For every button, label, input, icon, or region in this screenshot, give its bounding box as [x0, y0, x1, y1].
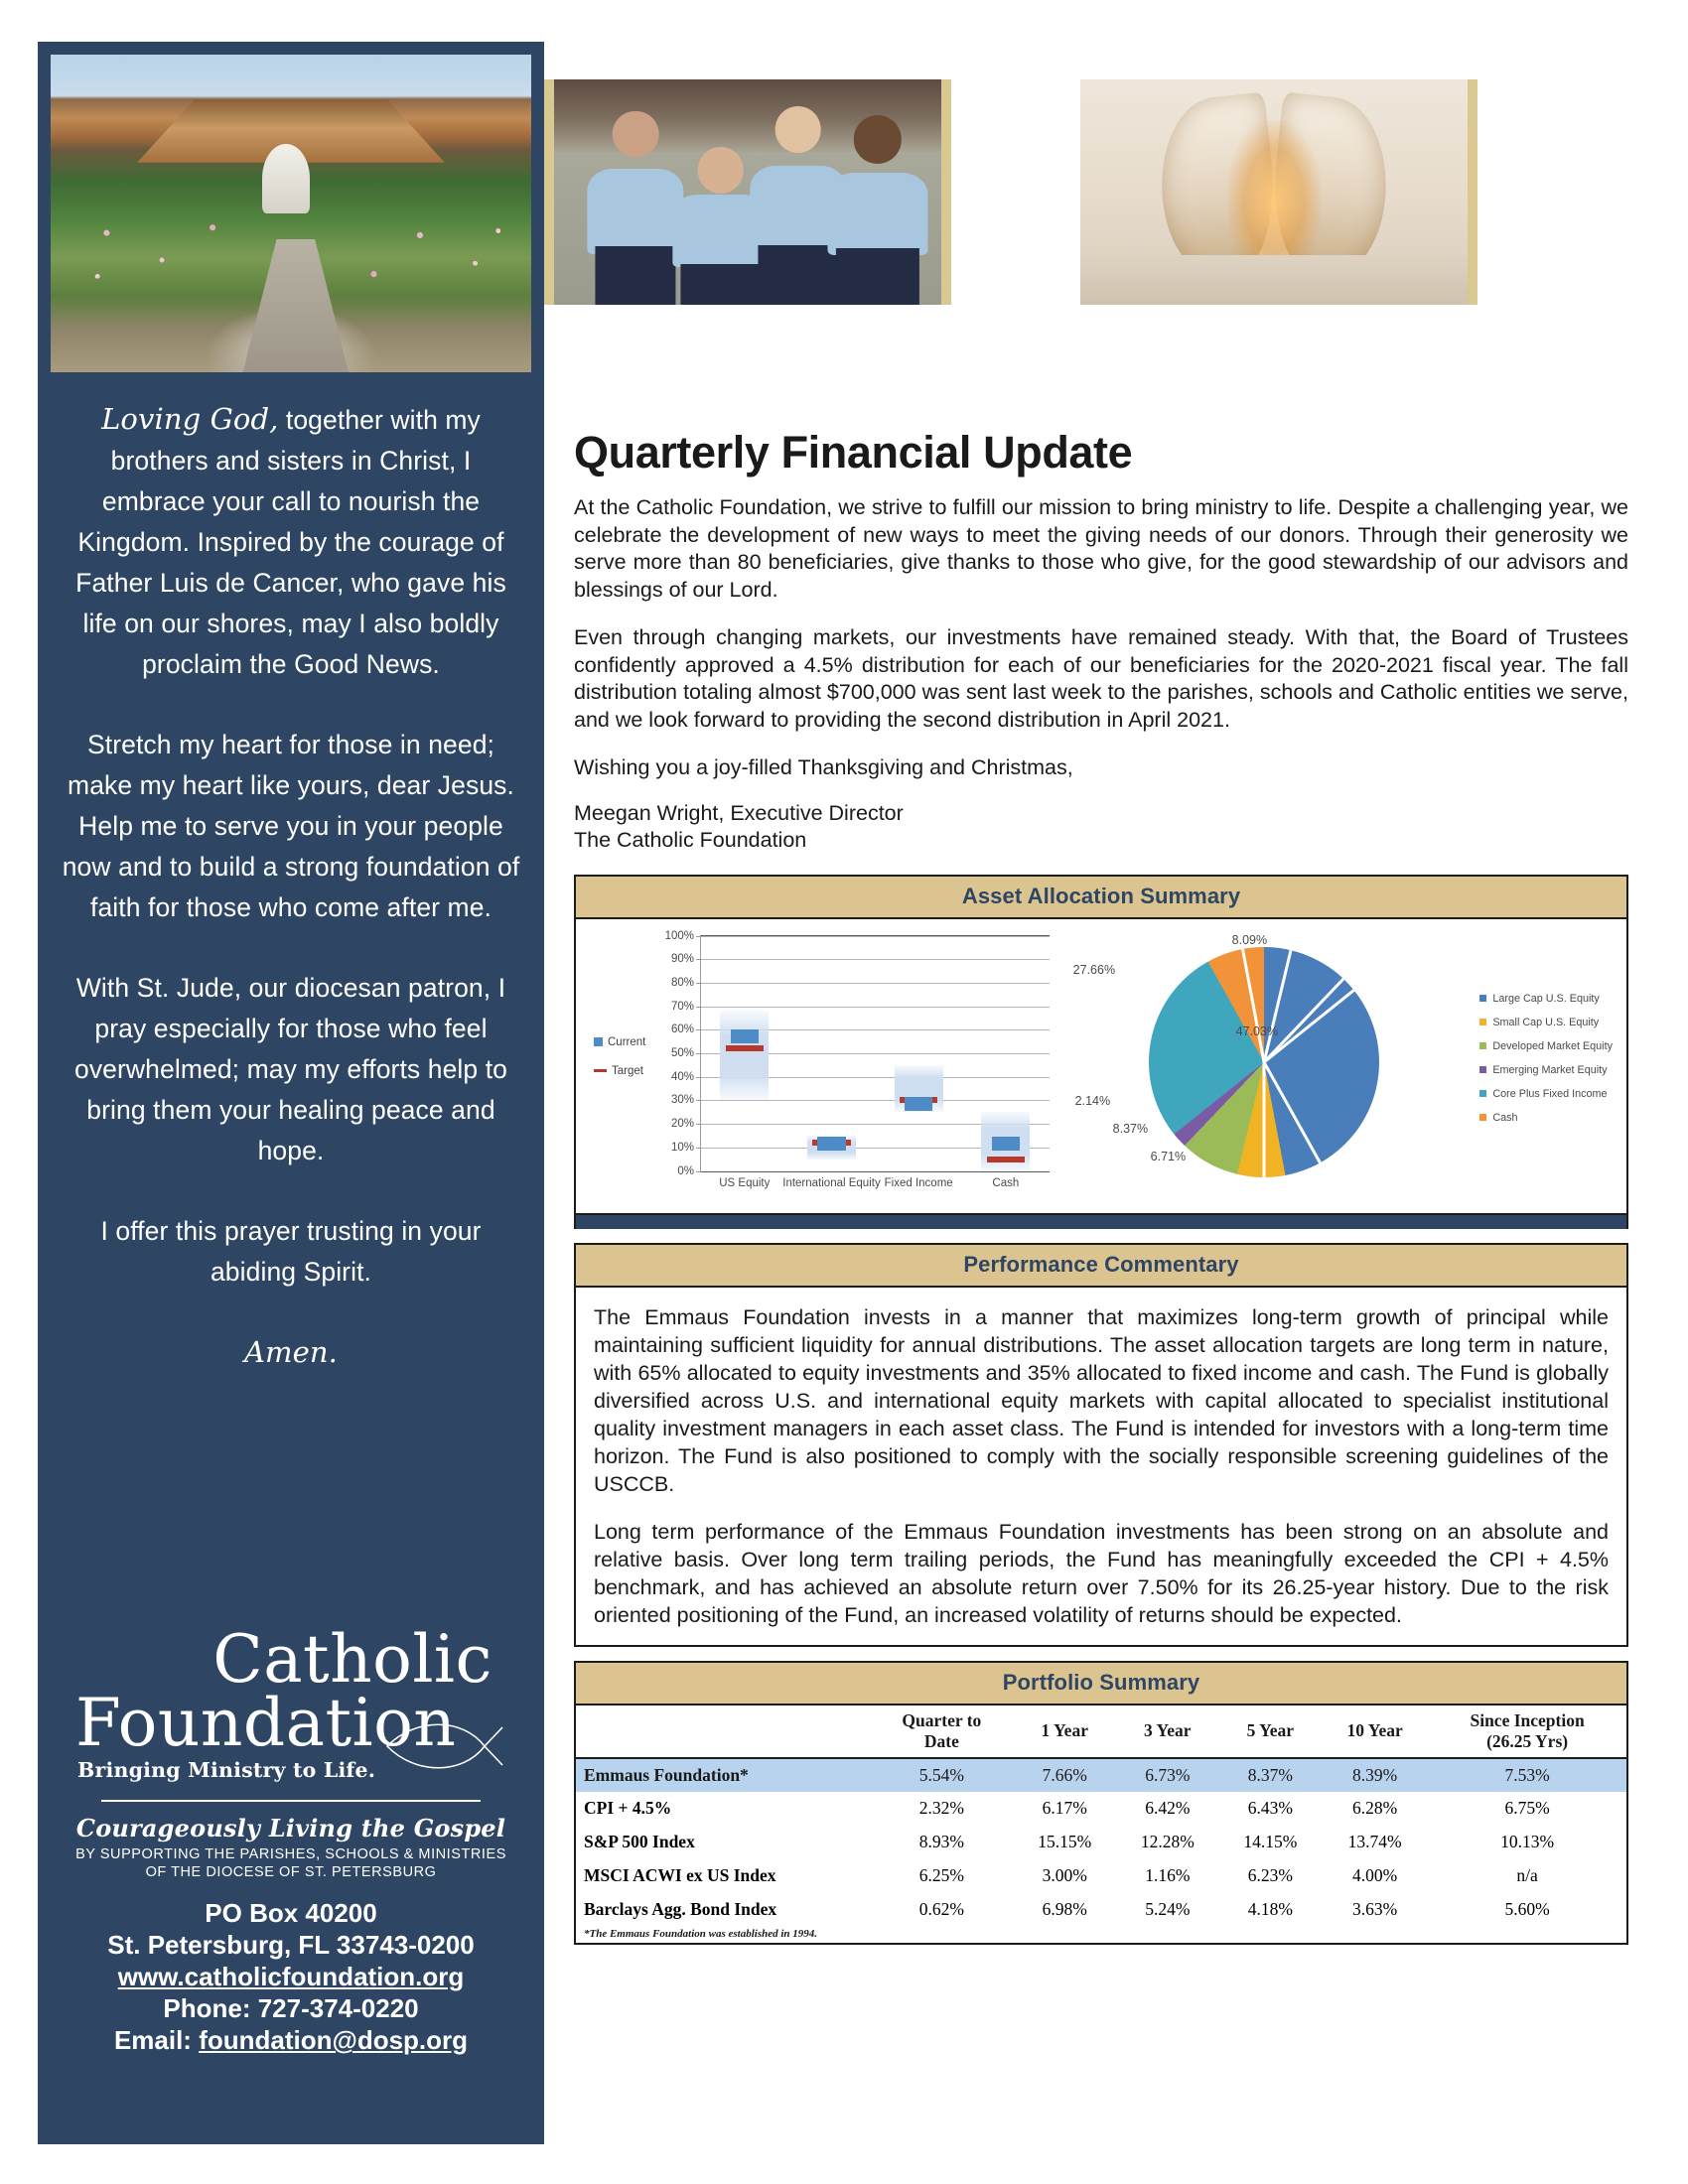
- footer-city-state-zip: St. Petersburg, FL 33743-0200: [107, 1930, 475, 1961]
- portfolio-cell-value: n/a: [1516, 1865, 1538, 1885]
- portfolio-cell-value: 5.24%: [1145, 1899, 1191, 1919]
- pie-legend-item: [1479, 1017, 1613, 1028]
- portfolio-cell-value: 5.54%: [870, 1758, 1013, 1792]
- panel-accent-strip: [574, 1215, 1628, 1229]
- portfolio-summary-table: [576, 1706, 1626, 1927]
- pie-legend-item: [1479, 1088, 1613, 1100]
- intro-paragraph-3: Wishing you a joy-filled Thanksgiving and Christmas,: [574, 755, 1073, 779]
- portfolio-table-body: [576, 1758, 1626, 1927]
- portfolio-cell-value: 6.75%: [1504, 1798, 1550, 1818]
- axis-line: [701, 1171, 1050, 1172]
- footer-email-row: [68, 2024, 514, 2056]
- portfolio-column-header: Quarter to Date: [870, 1706, 1013, 1758]
- portfolio-cell-value: 6.42%: [1145, 1798, 1191, 1818]
- pie-slice-separator: [1262, 1062, 1265, 1177]
- page-title: Quarterly Financial Update: [574, 427, 1133, 478]
- portfolio-cell-value: 3.63%: [1352, 1899, 1398, 1919]
- portfolio-summary-panel: [574, 1661, 1628, 1945]
- footer-address-block: [68, 1897, 514, 2056]
- pie-label-core-plus: 27.66%: [1072, 962, 1116, 977]
- charts-row: [576, 919, 1626, 1213]
- bar-column: [701, 936, 788, 1189]
- logo-line-catholic: Catholic: [212, 1621, 492, 1698]
- open-book-heart-photo: [1080, 79, 1468, 305]
- pie-legend-label: Cash: [1492, 1111, 1518, 1124]
- portfolio-cell-value: 1.16%: [1145, 1865, 1191, 1885]
- pie-legend-label: Small Cap U.S. Equity: [1492, 1016, 1600, 1028]
- portfolio-cell-value: 7.66%: [1013, 1758, 1116, 1792]
- portfolio-cell-value: 15.15%: [1038, 1832, 1092, 1851]
- portfolio-cell-value: 6.28%: [1352, 1798, 1398, 1818]
- portfolio-cell-value: 4.18%: [1247, 1899, 1293, 1919]
- bar-chart-legend: [594, 1036, 645, 1094]
- prayer-amen: Amen.: [244, 1335, 338, 1369]
- students-photo: [554, 79, 941, 305]
- bar-chart-plot-area: [664, 929, 1050, 1189]
- target-marker: [726, 1045, 765, 1051]
- church-garden-photo: [51, 55, 531, 372]
- prayer-paragraph-3: With St. Jude, our diocesan patron, I pray especially for those who feel overwhelmed; may my efforts help to bring them your healing peace and hope.: [73, 973, 508, 1165]
- portfolio-table-footnote: *The Emmaus Foundation was established in 1994.: [584, 1927, 818, 1940]
- student-4: [825, 115, 929, 305]
- y-axis-tick: 80%: [670, 976, 694, 989]
- y-axis-tick: 40%: [670, 1070, 694, 1083]
- portfolio-summary-body: [574, 1706, 1628, 1945]
- left-sidebar: [38, 42, 544, 2144]
- table-row: [576, 1859, 1626, 1893]
- pie-legend-label: Developed Market Equity: [1492, 1039, 1613, 1052]
- performance-commentary-panel: [574, 1243, 1628, 1647]
- pie-graphic: [1149, 947, 1379, 1177]
- portfolio-column-header: 10 Year: [1322, 1706, 1428, 1758]
- x-axis-label: US Equity: [719, 1176, 771, 1189]
- pie-legend-item: [1479, 1112, 1613, 1124]
- footer-email-link[interactable]: foundation@dosp.org: [199, 2025, 469, 2056]
- book-sand: [1080, 255, 1468, 305]
- footer-supporting-line-1: BY SUPPORTING THE PARISHES, SCHOOLS & MINISTRIES: [75, 1846, 506, 1863]
- target-marker: [987, 1157, 1026, 1162]
- current-marker: [992, 1137, 1020, 1151]
- pie-legend-item: [1479, 1040, 1613, 1052]
- portfolio-cell-value: 13.74%: [1347, 1832, 1402, 1851]
- portfolio-cell-value: 6.73%: [1116, 1758, 1219, 1792]
- footer-phone: Phone: 727-374-0220: [163, 1993, 419, 2024]
- pie-label-cash: 8.09%: [1231, 932, 1268, 947]
- pie-label-large-cap: 47.03%: [1235, 1024, 1279, 1038]
- portfolio-column-header: 1 Year: [1013, 1706, 1116, 1758]
- pie-legend-swatch-icon: [1479, 1042, 1486, 1049]
- foundation-logo: [68, 1621, 514, 2056]
- logo-divider: [101, 1800, 481, 1802]
- target-swatch-icon: [594, 1069, 607, 1072]
- logo-tagline: Bringing Ministry to Life.: [77, 1758, 376, 1783]
- commentary-paragraph-1: The Emmaus Foundation invests in a manner that maximizes long-term growth of principal while maintaining sufficient liquidity for annual distributions. The asset allocation targets are long term in nature, with 65% allocated to equity investments and 35% allocated to fixed income and cash. The Fund is globally diversified across U.S. and international equity markets with capital allocated to specialist institutional quality investment managers in each asset class. The Fund is intended for investors with a long-term time horizon. The Fund is also positioned to comply with the socially responsible screening guidelines of the USCCB.: [594, 1304, 1609, 1496]
- prayer-body-1: together with my brothers and sisters in Christ, I embrace your call to nourish the Kingdom. Inspired by the courage of Father Luis de Cancer, who gave his life on our shores, may I also boldly proclaim the Good News.: [75, 405, 506, 679]
- pie-slice-separator: [1241, 948, 1265, 1062]
- signature-name: Meegan Wright, Executive Director: [574, 800, 904, 825]
- table-row: [576, 1826, 1626, 1859]
- y-axis-tick: 60%: [670, 1024, 694, 1036]
- asset-allocation-panel: [574, 875, 1628, 1229]
- portfolio-cell-value: 6.43%: [1247, 1798, 1293, 1818]
- pie-legend-swatch-icon: [1479, 1090, 1486, 1097]
- signature-org: The Catholic Foundation: [574, 828, 807, 852]
- current-swatch-icon: [594, 1037, 603, 1046]
- x-axis-label: Fixed Income: [884, 1176, 953, 1189]
- current-marker: [731, 1029, 759, 1043]
- portfolio-cell-value: 4.00%: [1352, 1865, 1398, 1885]
- portfolio-cell-value: 12.28%: [1140, 1832, 1195, 1851]
- asset-allocation-bar-chart: [576, 919, 1059, 1213]
- portfolio-cell-value: 14.15%: [1243, 1832, 1298, 1851]
- x-axis-label: International Equity: [782, 1176, 881, 1189]
- photo-gap-left: [544, 79, 554, 305]
- performance-commentary-heading: Performance Commentary: [574, 1243, 1628, 1288]
- allocation-range-band: [720, 1011, 769, 1100]
- portfolio-cell-value: 8.93%: [918, 1832, 964, 1851]
- y-axis-tick: 0%: [677, 1164, 694, 1177]
- y-axis-tick: 50%: [670, 1047, 694, 1059]
- prayer-lead-in: Loving God,: [101, 402, 279, 436]
- prayer-paragraph-4: I offer this prayer trusting in your abiding Spirit.: [100, 1216, 482, 1287]
- commentary-paragraph-2: Long term performance of the Emmaus Foundation investments has been strong on an absolute and relative basis. Over long term trailing periods, the Fund has meaningfully exceeded the CPI + 4.5% benchmark, and has achieved an absolute return over 7.50% for its 26.25-year history. Due to the risk oriented positioning of the Fund, an increased volatility of returns should be expected.: [594, 1519, 1609, 1627]
- current-marker: [817, 1137, 845, 1151]
- y-axis-tick: 90%: [670, 953, 694, 966]
- pie-chart-legend: [1479, 993, 1613, 1136]
- pie-slice-separator: [1262, 1061, 1321, 1163]
- portfolio-cell-value: 6.98%: [1042, 1899, 1087, 1919]
- main-content: [574, 427, 1628, 1945]
- portfolio-row-label: CPI + 4.5%: [584, 1798, 672, 1818]
- portfolio-table-head: [576, 1706, 1626, 1758]
- portfolio-cell-value: 10.13%: [1500, 1832, 1555, 1851]
- book-glow: [1227, 120, 1321, 255]
- pie-label-developed: 8.37%: [1112, 1121, 1149, 1136]
- table-row: [576, 1893, 1626, 1927]
- pie-legend-swatch-icon: [1479, 1066, 1486, 1073]
- portfolio-row-label: Emmaus Foundation*: [576, 1758, 870, 1792]
- table-row: [576, 1792, 1626, 1826]
- portfolio-row-label: MSCI ACWI ex US Index: [584, 1865, 776, 1885]
- y-axis-tick: 30%: [670, 1094, 694, 1107]
- footer-email-label: Email:: [113, 2025, 200, 2056]
- asset-allocation-body: [574, 919, 1628, 1215]
- portfolio-header-row: [576, 1706, 1626, 1758]
- footer-script-tagline: Courageously Living the Gospel: [75, 1814, 506, 1843]
- prayer-paragraph-1: [62, 399, 520, 685]
- pie-legend-swatch-icon: [1479, 1019, 1486, 1025]
- portfolio-cell-value: 6.23%: [1247, 1865, 1293, 1885]
- x-axis-label: Cash: [992, 1176, 1020, 1189]
- photo-gap-right: [1468, 79, 1477, 305]
- pie-legend-label: Core Plus Fixed Income: [1492, 1087, 1608, 1100]
- intro-paragraph-1: At the Catholic Foundation, we strive to fulfill our mission to bring ministry to life. Despite a challenging year, we celebrate the development of new ways to meet the giving needs of our donors. Through their generosity we serve more than 80 beneficiaries, give thanks to those who give, for the good stewardship of our advisors and blessings of our Lord.: [574, 495, 1628, 602]
- pie-legend-item: [1479, 993, 1613, 1005]
- pie-legend-label: Large Cap U.S. Equity: [1492, 992, 1600, 1005]
- pie-legend-label: Emerging Market Equity: [1492, 1063, 1608, 1076]
- portfolio-cell-value: 8.37%: [1219, 1758, 1323, 1792]
- performance-commentary-body: [574, 1288, 1628, 1647]
- bar-column: [782, 936, 881, 1189]
- legend-label-target: Target: [612, 1064, 643, 1077]
- intro-paragraph-2: Even through changing markets, our investments have remained steady. With that, the Board of Trustees confidently approved a 4.5% distribution for each of our beneficiaries for the 2020-2021 fiscal year. The fall distribution totaling almost $700,000 was sent last week to the parishes, schools and Catholic entities we serve, and we look forward to providing the second distribution in April 2021.: [574, 625, 1628, 732]
- portfolio-column-header: 5 Year: [1219, 1706, 1323, 1758]
- portfolio-cell-value: 3.00%: [1042, 1865, 1087, 1885]
- pie-label-small-cap: 6.71%: [1150, 1149, 1187, 1163]
- footer-supporting-line-2: OF THE DIOCESE OF ST. PETERSBURG: [145, 1864, 437, 1881]
- y-axis-tick: 100%: [664, 929, 694, 942]
- legend-item-current: [594, 1036, 645, 1048]
- portfolio-cell-value: 0.62%: [918, 1899, 964, 1919]
- pie-legend-swatch-icon: [1479, 1114, 1486, 1121]
- y-axis-tick: 20%: [670, 1118, 694, 1131]
- portfolio-cell-value: 8.39%: [1322, 1758, 1428, 1792]
- current-marker: [905, 1097, 932, 1111]
- portfolio-cell-value: 7.53%: [1428, 1758, 1626, 1792]
- portfolio-row-label: Barclays Agg. Bond Index: [584, 1899, 777, 1919]
- prayer-paragraph-2: Stretch my heart for those in need; make my heart like yours, dear Jesus. Help me to serve you in your people now and to build a strong foundation of faith for those who come after me.: [62, 730, 520, 922]
- bar-column: [875, 936, 962, 1189]
- bar-column: [962, 936, 1050, 1189]
- portfolio-summary-heading: Portfolio Summary: [574, 1661, 1628, 1706]
- y-axis-tick: 70%: [670, 1000, 694, 1013]
- portfolio-cell-value: 6.25%: [918, 1865, 964, 1885]
- table-row: [576, 1758, 1626, 1792]
- asset-allocation-pie-chart: [1059, 919, 1626, 1213]
- asset-allocation-heading: Asset Allocation Summary: [574, 875, 1628, 919]
- portfolio-column-header: Since Inception (26.25 Yrs): [1428, 1706, 1626, 1758]
- fish-icon: [385, 1715, 504, 1777]
- pie-legend-swatch-icon: [1479, 995, 1486, 1002]
- pie-label-emerging: 2.14%: [1074, 1093, 1111, 1108]
- portfolio-cell-value: 2.32%: [918, 1798, 964, 1818]
- prayer-text: [62, 399, 520, 1373]
- portfolio-cell-value: 5.60%: [1504, 1899, 1550, 1919]
- legend-label-current: Current: [608, 1035, 646, 1048]
- footer-po-box: PO Box 40200: [205, 1898, 377, 1929]
- legend-item-target: [594, 1065, 645, 1077]
- portfolio-cell-value: 6.17%: [1042, 1798, 1087, 1818]
- y-axis-tick: 10%: [670, 1141, 694, 1154]
- portfolio-column-header: 3 Year: [1116, 1706, 1219, 1758]
- portfolio-row-label: S&P 500 Index: [584, 1832, 695, 1851]
- portfolio-column-header: [576, 1706, 870, 1758]
- pie-legend-item: [1479, 1064, 1613, 1076]
- logo-line-foundation: Foundation: [75, 1684, 457, 1761]
- photo-gap-middle: [941, 79, 951, 305]
- garden-flowers: [61, 201, 522, 309]
- footer-website-link[interactable]: www.catholicfoundation.org: [117, 1962, 465, 1992]
